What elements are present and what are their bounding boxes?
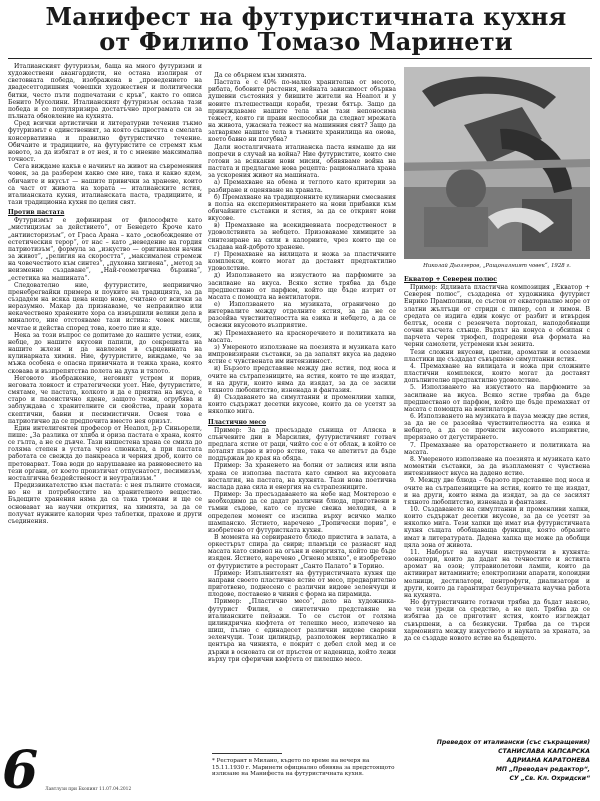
article-paragraph: Италианският футуризъм, баща на много футуризми и художествени авангардисти, не остана изолиран от световната победа, изображена в „проведението на двадесетгодишния човешки художествен и политически битки, често пъти подпечатани с кръв“, както го описа Бенито Мусолини. Италианският футуризъм осъзна тази победа и се популяризира достатъчно програмата си за пълната обновление на кухнята. <box>8 63 202 121</box>
article-paragraph: Но футуристичните готвачи трябва да бъдат наясно, че тези уреди са средство, а не цел. Трябва да се избягва да се приготвят ястия, които изглеждат съвършени, а са безвкусни. Трябва да се търси хармонията между изкуството и науката за храната, за да се създаде новото ястие на бъдещето. <box>404 599 590 642</box>
article-paragraph: В момента на сервирането блюдо пристига в залата, а оркестърът спира да свири; пламъци се разнасят над масата като символ на огъня и енергията, който ще бъде изяден. Ястието, наречено „Огнено мляко“, е изобретено от футуристите в ресторант „Санто Палато“ в Торино. <box>208 534 396 570</box>
article-column-middle <box>208 72 396 750</box>
credits-translator-2: АДРИАНА КАРАТОНЕВА <box>506 757 590 764</box>
article-paragraph: Пример: За пресъздаването на небе над Монтерозо е необходимо да се дадат различни блюда, приготвени в тъмни съдове, като се пусне свежа мелодия, а в определен момент се изсипва върху всичко малко шампанско. Ястието, наречено „Тропически порив“, е изобретено от футуристката кухня. <box>208 491 396 534</box>
article-column-right <box>404 273 590 735</box>
article-paragraph: Пример: „Пластично месо“, дело на художника-футурист Филия, е синтетично представяне на италианските пейзажи. То се състои от голяма цилиндрична кюфтета от телешко месо, изпечено на шиш, пълно с единадесет различни видове сварени зеленчуци. Този цилиндър, разположен вертикално в центъра на чинията, е покрит с дебел слой мед и се държи в основата си от пръстен от наденица, който лежи върху три сферични кюфтета от пилешко месо. <box>208 598 396 663</box>
section-subheading: Против пастата <box>8 209 65 217</box>
article-paragraph: и) Бързото представяне между две ястия, под носа и очите на сътрапезниците, на ястия, които те ще изядат, и на други, които няма да изядат, за да се засили тяхното любопитство, изненада и фантазия. <box>208 365 396 394</box>
footnote: * Ресторант в Милано, където по време на вечеря на 15.11.1930 г. Маринети официално обявява за предстоящото излизане на Манифеста на футуристичната кухня. <box>212 758 395 778</box>
image-caption: Николай Дьолгеров, „Ращоналният човек“, 1928 г. <box>423 263 571 269</box>
article-paragraph: е) Използването на музиката, ограничено до интервалите между отделните ястия, за да не се разсейва чувствителността на езика и небцето, а да се освежи вкусовото възприятие. <box>208 301 396 330</box>
article-paragraph: Пастата е с 40% по-малко хранителна от месото, рибата, бобовите растения, нейната зависимост обърква душевни състояния у бившите жители на Неапол и у новите пътешестващи кораби, трезви бятър. Защо да принуждаваме нашите тела към тази непоносима тежест, която ги прави неспособни да следват мрежата на живота, ужасната тежест на машинния свят? Защо да затваряме нашите тела в тъмните хранилища на онова, което бавно ни погубва? <box>208 79 396 144</box>
article-paragraph: Тези сложни вкусови, цветни, ароматни и осезаеми пластики ще създадат съвършено симултанни ястия. <box>404 348 590 363</box>
article-paragraph: 6. Използването на музиката в пауза между две ястия, за да не се разсейва чувствителността на езика и небцето, а да се прочисти вкусовото възприятие, прерязано от дегустирането. <box>404 412 590 442</box>
article-column-left <box>8 63 202 753</box>
article-paragraph: Пример: За храненето на болни от залисия или вяла храна се използва пастата като символ на вкусовата носталгия, на пастата, на кухнята. Тази нова поетична наслада дава сила и енергия на сътрапезниците. <box>208 462 396 491</box>
article-paragraph: г) Премахване на вилицата и ножа за пластичните комплекси, които могат да доставят предтактилно удоволствие. <box>208 250 396 273</box>
article-paragraph: Следователно ние, футуристите, непривично пренебрегвайки примера и поуките на традицията, за да създадем на всяка цена нещо ново, считано от всички за неразумно. Макар да признаваме, че неправилно или некачествено хранените хора са извършили велики дела в миналото, ние отстояваме тази истина: човек мисли, мечтае и действа според това, което пие и яде. <box>8 281 202 332</box>
article-paragraph: 7. Премахване на ораторстването и политиката на масата. <box>404 441 590 456</box>
article-paragraph: 4. Премахване на вилицата и ножа при сложните пластични комплекси, които могат да доставят допълнително предтактилно удоволствие. <box>404 362 590 385</box>
page-number: 6 <box>2 740 39 801</box>
credits-translated-by: Преведох от италиански (със съкращения) <box>436 739 590 746</box>
article-paragraph: 11. Наборът на научни инструменти в кухнята: озонатори, които да дадат на течностите и ястията аромат на озон; ултравиолетови лампи, които да активират витамините; електролизни апарати, колоидни мелници, дестилатори, центрофуги, диализатори и други, които да гарантират безупречната научна работа на кухнята. <box>404 548 590 599</box>
article-paragraph: Един интелигентен професор от Неапол, д-р Синьорели, пише: „За разлика от хляба и ориза пастата е храна, която се гълта, а не се дъвче. Тази нишестена храна се смила до голяма степен в устата чрез слюнката, а при пастата работата се свежда до панкреаса и черния дроб, които се претоварват. Това води до нарушаване на равновесието на тези органи, от което произтичат отпуснатост, песимизъм, носталгична бездейственост и неутрализъм.“ <box>8 424 202 482</box>
article-paragraph: 10. Създаването на симултанни и променливи хапки, които съдържат десетки вкусове, за да се усетят за няколко мига. Тези хапки ще имат във футуристичната кухня същата обобщаваща функция, която образите имат в литературата. Дадена хапка ще може да обобщи цяла зона от живота. <box>404 506 590 549</box>
article-paragraph: Нека за този въпрос се допитаме до нашите устни, език, небце, до нашите вкусови папили, до секрецията на нашите жлези и да навлезем в сърцевината на кулинарната химия. Ние, футуристите, виждаме, че за мъжа особена е опасна привичната и тежка храна, която сковава и възпрепятства полета на духа и тялото. <box>8 331 202 375</box>
article-paragraph: Неговото въображение, неговият устрем и порив, неговата ловкост и стратегически усет. Ние, футуристите, смятаме, че пастата, колкото и да е приятна на вкуса, е старо и пасеистично ядене, защото тежи, огрубява и заблуждава с хранителните си свойства, прави хората скептични, бавни и песимистични. Освен това е патриотично да се предпочита вместо нея оризът. <box>8 374 202 425</box>
article-paragraph: б) Премахване на традиционните кулинарни смесвания в полза на експериментирането на нови прибавки към обичайните съставки и ястия, за да се открият нови вкусове. <box>208 193 396 223</box>
article-paragraph: ж) Премахването на красноречието и политиката на масата. <box>208 329 396 344</box>
article-paragraph: Пример: Ядливата пластична композиция „Екватор + Северен полюс“, създадена от художника футурист Енрико Прамполини, се състои от екваториално море от златни жълтъци от стриди с пипер, сол и лимон. В средата се издига един конус от разбит и втвърден белтък, осеян с резенчета портокал, наподобяващи сочни късчета слънце. Върхът на конуса е обсипан с парчета черен трюфел, подредени във формата на черни самолети, устремени към зенита. <box>404 284 590 349</box>
artwork-image <box>404 67 590 259</box>
credits-translator-1: СТАНИСЛАВА КАПСАРСКА <box>498 748 590 755</box>
article-paragraph: в) Премахване на всекидневната посредственост в удоволствията за небцето. Призоваваме химиците за синтезиране на сили в калориите, чрез които ще се създава най-доброто хранене. <box>208 222 396 251</box>
article-paragraph: Дали носталгичната италианска паста нямаше да ни попречи в случай на война? Ние футуристите, които сме готови за всякакви нови мисии, обявяваме война на пастата и предлагаме нова рецепта: рационалната храна за ускорения живот на машината. <box>208 143 396 180</box>
article-paragraph: Пример: За да пресъздаде сънища от Аляска в слънчевите дни в Марсилия, футуристичният готвач предлага ястие от раци, чийто сос е от облак, в който се потапят първо и второ ястие, така че апетитът да бъде поддържан до края на обяда. <box>208 426 396 463</box>
article-paragraph: Да се обърнем към химията. <box>214 72 307 79</box>
credits-university: СУ „Св. Кл. Охридски“ <box>509 775 590 782</box>
translator-credits <box>404 738 590 783</box>
rational-man-painting <box>404 67 590 259</box>
article-paragraph: Футуризмът е дефиниран от философите като „мистицизъм за действието“, от Бенедето Кроче като „антиисторизъм“, от Граса Арана – като „освобождение от естетическия терор“, от нас – като „неведение на гордия патриотизъм“, формула за „изкуство — оригинален начин за живот“, „религия на скоростта“, „максимален стремеж на човечеството към синтез“, „духовна хигиена“, „метод за неизменно създаване“, „Най-геометрична бързина“, „естетика на машината“. <box>8 217 202 282</box>
section-subheading: Пластично месо <box>208 418 267 426</box>
article-paragraph: Предизвикателство към пастата: с нея пълните стомаси, но не и потребностите на хранителното вещество. Бъдещите хранения няма да са така тромави и ще се основават на научни открития, на химията, за да се получат нужните калории чрез таблетки, прахове и други съединения. <box>8 482 202 525</box>
credits-program: МП „Преводач редактор“, <box>495 766 590 773</box>
footnote-divider <box>212 753 282 754</box>
article-paragraph: Сега виждаме какъв е начинът на живот на съвременния човек, за да разберем какво сме ние, така и какво ядем, обичаите и вкусът — нашите привички за хранене, които са част от живота на хората — италианските ястия, италианската кухня, италианската пастa, традициите, и тази традиционна кухня по целия свят. <box>8 163 202 206</box>
section-subheading: Екватор + Северен полюс <box>404 276 498 283</box>
article-paragraph: Сред всички артистични и литературни течения тъкмо футуризмът е единственият, за която същността е смелата консервативна и правилно футуристично течение. Обичаите и традициите, на футуристите се стремят към новото, за да избягат в от нея, и то с мнение максимална точност. <box>8 120 202 164</box>
headline-divider <box>8 58 592 59</box>
article-paragraph: з) Умереното използване на поезията и музиката като импровизирани съставки, за да запалят вкуса на дадено ястие с чувствената им интензивност. <box>208 343 396 366</box>
article-paragraph: й) Създаването на симултанни и променливи хапки, които съдържат десетки вкусове, които да се усетят за няколко мига. <box>208 394 396 416</box>
article-paragraph: д) Използването на изкуството на парфюмите за засилване на вкуса. Всяко ястие трябва да бъде предшествано от парфюм, който ще бъде изтрит от масата с помощта на вентилатори. <box>208 272 396 301</box>
article-headline: Манифест на футуристичната кухня от Филипо Томазо Маринети <box>45 2 567 56</box>
article-paragraph: 9. Между две блюда – бързото представяне под носа и очите на сътрапезниците на ястия, които те ще изядат, и на други, които няма да изядат, за да се засилят тяхното любопитство, изненада и фантазия. <box>404 477 590 506</box>
page-footer: Лавтлузи при Бхопинг 11.07.04.2012 <box>45 787 132 792</box>
article-paragraph: а) Премахване на обема и теглото като критерии за разбиране и оценяване на храната. <box>208 179 396 194</box>
article-paragraph: 5. Използването на изкуството на парфюмите за засилване на вкуса. Всяко ястие трябва да бъде предшествано от парфюм, който ще бъде премахнат от масата с помощта на вентилатори. <box>404 384 590 413</box>
article-paragraph: Пример: Изпълнителят на футуристичната кухня ще направи своето пластично ястие от месо, предварително приготвено, поднесено с различни видове зеленчуци и плодове, поставено в чиния с форма на пирамида. <box>208 569 396 599</box>
article-paragraph: 8. Умереното използване на поезията и музиката като моментни съставки, за да възпламенят с чувствена интензивност вкуса на дадено ястие. <box>404 455 590 478</box>
